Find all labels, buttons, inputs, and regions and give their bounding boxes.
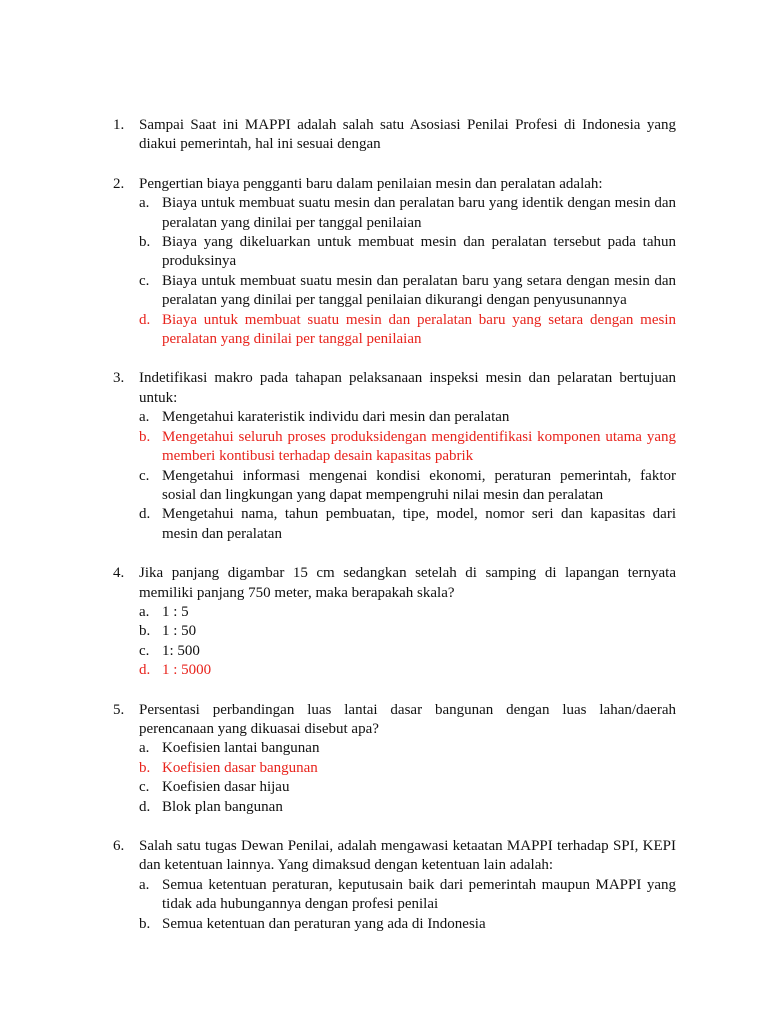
question-stem	[0, 116, 768, 155]
option-text: Biaya untuk membuat suatu mesin dan peralatan baru yang setara dengan mesin dan peralatan yang dinilai per tanggal penilaian dikurangi dengan penyusunannya	[162, 272, 676, 309]
question-stem	[0, 175, 768, 194]
question-number: 5.	[113, 701, 125, 718]
option-list	[0, 739, 768, 817]
option-letter: c.	[139, 779, 150, 796]
option-text: Semua ketentuan dan peraturan yang ada di Indonesia	[162, 915, 486, 932]
question-6	[0, 837, 768, 934]
option-b-correct-answer	[0, 759, 768, 778]
option-c	[0, 778, 768, 797]
option-a	[0, 603, 768, 622]
option-list	[0, 603, 768, 681]
option-a	[0, 194, 768, 233]
option-text: Biaya untuk membuat suatu mesin dan peralatan baru yang setara dengan mesin peralatan yang dinilai per tanggal penilaian	[162, 311, 676, 348]
option-letter: a.	[139, 876, 150, 893]
question-stem	[0, 701, 768, 740]
option-a	[0, 739, 768, 758]
option-letter: c.	[139, 467, 150, 484]
question-4	[0, 564, 768, 680]
option-text: 1: 500	[162, 642, 200, 659]
option-text: Koefisien lantai bangunan	[162, 740, 320, 757]
question-1	[0, 116, 768, 155]
question-document	[0, 116, 768, 954]
option-a	[0, 876, 768, 915]
question-text: Pengertian biaya pengganti baru dalam penilaian mesin dan peralatan adalah:	[139, 175, 603, 192]
option-d	[0, 505, 768, 544]
question-3	[0, 369, 768, 544]
option-list	[0, 194, 768, 349]
option-text: Biaya yang dikeluarkan untuk membuat mesin dan peralatan tersebut pada tahun produksinya	[162, 234, 676, 270]
option-letter: c.	[139, 272, 150, 289]
option-text: Koefisien dasar hijau	[162, 779, 290, 796]
option-letter: c.	[139, 642, 150, 659]
option-text: Mengetahui seluruh proses produksidengan mengidentifikasi komponen utama yang memberi kontibusi terhadap desain kapasitas pabrik	[162, 428, 676, 465]
option-text: Semua ketentuan peraturan, keputusain baik dari pemerintah maupun MAPPI yang tidak ada hubungannya dengan profesi penilai	[162, 876, 676, 913]
option-letter: a.	[139, 195, 150, 212]
option-letter: d.	[139, 798, 151, 815]
question-number: 1.	[113, 117, 125, 133]
option-a	[0, 408, 768, 427]
question-number: 2.	[113, 175, 125, 192]
option-letter: d.	[139, 311, 151, 328]
question-stem	[0, 564, 768, 603]
option-list	[0, 876, 768, 934]
option-b	[0, 915, 768, 934]
option-letter: d.	[139, 662, 151, 679]
option-letter: b.	[139, 623, 151, 640]
option-b	[0, 622, 768, 641]
option-text: Mengetahui nama, tahun pembuatan, tipe, model, nomor seri dan kapasitas dari mesin dan peralatan	[162, 506, 676, 542]
question-text: Persentasi perbandingan luas lantai dasar bangunan dengan luas lahan/daerah perencanaan yang dikuasai disebut apa?	[139, 701, 676, 737]
option-letter: a.	[139, 603, 150, 620]
option-text: Koefisien dasar bangunan	[162, 759, 318, 776]
option-letter: b.	[139, 428, 151, 445]
option-d	[0, 798, 768, 817]
option-letter: b.	[139, 759, 151, 776]
option-text: 1 : 5000	[162, 662, 212, 679]
option-b-correct-answer	[0, 428, 768, 467]
option-b	[0, 233, 768, 272]
option-c	[0, 272, 768, 311]
option-text: 1 : 5	[162, 603, 189, 620]
option-text: Mengetahui informasi mengenai kondisi ekonomi, peraturan pemerintah, faktor sosial dan lingkungan yang dapat mempengruhi nilai mesin dan peralatan	[162, 467, 676, 503]
option-list	[0, 408, 768, 544]
option-letter: b.	[139, 915, 151, 932]
option-letter: a.	[139, 409, 150, 426]
question-number: 4.	[113, 565, 125, 582]
question-text: Jika panjang digambar 15 cm sedangkan setelah di samping di lapangan ternyata memiliki panjang 750 meter, maka berapakah skala?	[139, 565, 676, 601]
option-letter: d.	[139, 506, 151, 523]
option-c	[0, 467, 768, 506]
option-d-correct-answer	[0, 311, 768, 350]
question-2	[0, 175, 768, 350]
question-stem	[0, 837, 768, 876]
question-text: Indetifikasi makro pada tahapan pelaksanaan inspeksi mesin dan pelaratan bertujuan untuk:	[139, 370, 676, 406]
option-text: Biaya untuk membuat suatu mesin dan peralatan baru yang identik dengan mesin dan peralatan yang dinilai per tanggal penilaian	[162, 195, 676, 231]
question-stem	[0, 369, 768, 408]
question-number: 6.	[113, 838, 125, 854]
question-text: Salah satu tugas Dewan Penilai, adalah mengawasi ketaatan MAPPI terhadap SPI, KEPI dan ketentuan lainnya. Yang dimaksud dengan ketentuan lain adalah:	[139, 838, 676, 874]
question-text: Sampai Saat ini MAPPI adalah salah satu Asosiasi Penilai Profesi di Indonesia yang diakui pemerintah, hal ini sesuai dengan	[139, 117, 676, 153]
option-text: Mengetahui karateristik individu dari mesin dan peralatan	[162, 409, 510, 426]
option-c	[0, 642, 768, 661]
option-letter: b.	[139, 234, 151, 251]
option-text: 1 : 50	[162, 623, 197, 640]
option-text: Blok plan bangunan	[162, 798, 283, 815]
question-number: 3.	[113, 370, 125, 387]
option-letter: a.	[139, 740, 150, 757]
option-d-correct-answer	[0, 661, 768, 680]
question-5	[0, 701, 768, 817]
